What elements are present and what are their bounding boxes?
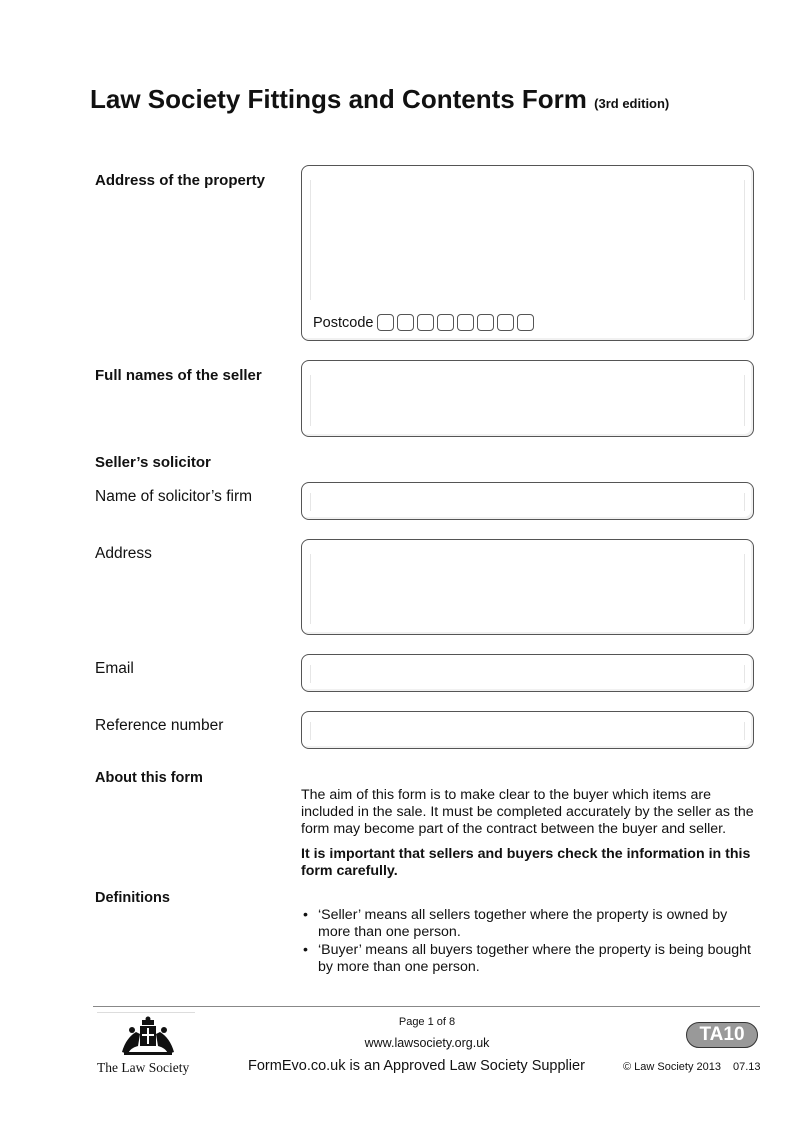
firm-name-field[interactable] bbox=[301, 482, 754, 520]
solicitor-address-field[interactable] bbox=[301, 539, 754, 635]
definitions-list bbox=[301, 907, 763, 977]
postcode-cell[interactable] bbox=[437, 314, 454, 331]
postcode-cell[interactable] bbox=[377, 314, 394, 331]
law-society-logo-text: The Law Society bbox=[97, 1060, 190, 1075]
postcode-cell[interactable] bbox=[417, 314, 434, 331]
field-inner-guide bbox=[310, 665, 745, 683]
definition-seller: ‘Seller’ means all sellers together where the property is owned by more than one person. bbox=[318, 907, 728, 940]
copyright: © Law Society 2013 bbox=[623, 1061, 721, 1073]
website-link[interactable]: www.lawsociety.org.uk bbox=[364, 1036, 490, 1050]
solicitor-heading: Seller’s solicitor bbox=[95, 454, 211, 471]
field-inner-guide bbox=[310, 554, 745, 624]
address-label: Address of the property bbox=[95, 172, 266, 189]
definition-item bbox=[301, 907, 763, 941]
firm-name-label: Name of solicitor’s firm bbox=[95, 488, 253, 505]
postcode-cell[interactable] bbox=[497, 314, 514, 331]
email-field[interactable] bbox=[301, 654, 754, 692]
reference-label: Reference number bbox=[95, 717, 224, 734]
field-inner-guide bbox=[310, 722, 745, 740]
page-number: Page 1 of 8 bbox=[398, 1016, 456, 1028]
postcode-label: Postcode bbox=[313, 314, 374, 331]
logo-rule bbox=[97, 1012, 195, 1013]
footer-divider bbox=[93, 1006, 760, 1007]
seller-names-field[interactable] bbox=[301, 360, 754, 437]
form-edition: (3rd edition) bbox=[594, 96, 670, 111]
postcode-cell[interactable] bbox=[517, 314, 534, 331]
reference-field[interactable] bbox=[301, 711, 754, 749]
postcode-cell[interactable] bbox=[477, 314, 494, 331]
important-notice: It is important that sellers and buyers check the information in this form carefully. bbox=[301, 846, 751, 879]
definitions-heading: Definitions bbox=[95, 890, 170, 906]
postcode-cell[interactable] bbox=[457, 314, 474, 331]
postcode-cell[interactable] bbox=[397, 314, 414, 331]
about-paragraph: The aim of this form is to make clear to the buyer which items are included in the sale. It must be completed accurately by the seller as the form may become part of the contract between the buyer and seller. bbox=[301, 787, 754, 837]
field-inner-guide bbox=[310, 493, 745, 511]
form-title bbox=[90, 84, 669, 115]
bullet-icon: • bbox=[303, 942, 308, 958]
definition-item bbox=[301, 942, 763, 976]
form-title-main: Law Society Fittings and Contents Form bbox=[90, 84, 587, 114]
solicitor-address-label: Address bbox=[95, 545, 152, 562]
version-code: 07.13 bbox=[733, 1061, 761, 1073]
email-label: Email bbox=[95, 660, 134, 677]
field-inner-guide bbox=[310, 180, 745, 300]
about-heading: About this form bbox=[95, 770, 203, 786]
supplier-note: FormEvo.co.uk is an Approved Law Society Supplier bbox=[248, 1058, 585, 1074]
property-address-field[interactable] bbox=[301, 165, 754, 341]
postcode-row bbox=[313, 314, 537, 331]
form-code-badge: TA10 bbox=[686, 1022, 758, 1048]
bullet-icon: • bbox=[303, 907, 308, 923]
field-inner-guide bbox=[310, 375, 745, 426]
seller-names-label: Full names of the seller bbox=[95, 367, 262, 384]
definition-buyer: ‘Buyer’ means all buyers together where the property is being bought by more than one person. bbox=[318, 942, 751, 975]
